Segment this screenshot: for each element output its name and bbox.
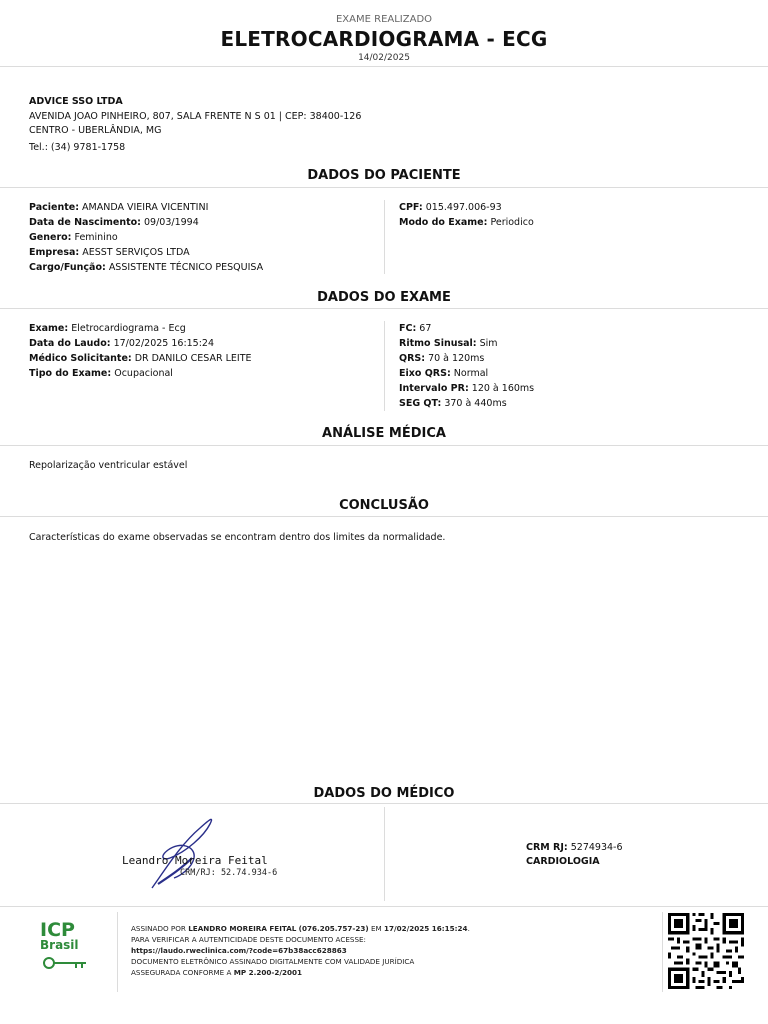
divider bbox=[0, 308, 768, 309]
signature-scribble bbox=[110, 810, 310, 894]
patient-fields-left bbox=[29, 200, 263, 275]
key-icon bbox=[42, 956, 88, 970]
company-name: ADVICE SSO LTDA bbox=[29, 96, 123, 107]
field-cpf: CPF: 015.497.006-93 bbox=[399, 202, 502, 213]
exam-fields-left bbox=[29, 321, 252, 381]
field-birthdate: Data de Nascimento: 09/03/1994 bbox=[29, 217, 199, 228]
company-address: AVENIDA JOAO PINHEIRO, 807, SALA FRENTE N S 01 | CEP: 38400-126 bbox=[29, 110, 362, 122]
divider bbox=[0, 803, 768, 804]
conclusion-section-title: CONCLUSÃO bbox=[339, 498, 429, 513]
field-gender: Genero: Feminino bbox=[29, 232, 118, 243]
analysis-section-title: ANÁLISE MÉDICA bbox=[322, 426, 446, 441]
field-role: Cargo/Função: ASSISTENTE TÉCNICO PESQUISA bbox=[29, 262, 264, 273]
legal-text-1: DOCUMENTO ELETRÔNICO ASSINADO DIGITALMENTE COM VALIDADE JURÍDICA bbox=[131, 957, 415, 966]
header-date: 14/02/2025 bbox=[358, 53, 410, 63]
divider bbox=[0, 906, 768, 907]
signed-by-line: ASSINADO POR LEANDRO MOREIRA FEITAL (076.205.757-23) EM 17/02/2025 16:15:24. bbox=[131, 924, 470, 933]
conclusion-text: Características do exame observadas se encontram dentro dos limites da normalidade. bbox=[29, 532, 446, 543]
column-divider bbox=[384, 807, 385, 901]
doctor-crm: CRM RJ: 5274934-6 bbox=[526, 842, 623, 853]
qr-code-icon[interactable] bbox=[667, 913, 745, 989]
patient-section-title: DADOS DO PACIENTE bbox=[307, 168, 461, 183]
divider bbox=[0, 187, 768, 188]
legal-text-2: ASSEGURADA CONFORME A MP 2.200-2/2001 bbox=[131, 968, 303, 977]
column-divider bbox=[384, 321, 385, 411]
page-title: ELETROCARDIOGRAMA - ECG bbox=[220, 27, 548, 51]
column-divider bbox=[117, 912, 118, 992]
header-subtitle: EXAME REALIZADO bbox=[335, 14, 433, 25]
field-pr-interval: Intervalo PR: 120 à 160ms bbox=[399, 383, 535, 394]
company-phone: Tel.: (34) 9781-1758 bbox=[29, 141, 126, 153]
company-block bbox=[29, 95, 361, 155]
field-requesting-doctor: Médico Solicitante: DR DANILO CESAR LEITE bbox=[29, 353, 252, 364]
verify-link[interactable]: https://laudo.rweclinica.com/?code=67b38acc628863 bbox=[131, 946, 347, 955]
verify-text: PARA VERIFICAR A AUTENTICIDADE DESTE DOCUMENTO ACESSE: bbox=[131, 935, 366, 944]
field-sinus-rhythm: Ritmo Sinusal: Sim bbox=[399, 338, 498, 349]
doctor-crm-block bbox=[526, 841, 623, 869]
signature-crm: CRM/RJ: 52.74.934-6 bbox=[180, 868, 278, 878]
field-qt-segment: SEG QT: 370 à 440ms bbox=[399, 398, 507, 409]
column-divider bbox=[384, 200, 385, 274]
column-divider bbox=[662, 912, 663, 992]
field-exam: Exame: Eletrocardiograma - Ecg bbox=[29, 323, 186, 334]
divider bbox=[0, 445, 768, 446]
signature-info bbox=[131, 923, 470, 978]
exam-section-title: DADOS DO EXAME bbox=[317, 290, 451, 305]
field-qrs: QRS: 70 à 120ms bbox=[399, 353, 485, 364]
icp-brasil-logo: ICP Brasil bbox=[32, 920, 94, 982]
analysis-text: Repolarização ventricular estável bbox=[29, 460, 188, 471]
field-patient: Paciente: AMANDA VIEIRA VICENTINI bbox=[29, 202, 209, 213]
exam-fields-right bbox=[399, 321, 534, 411]
signature-name: Leandro Moreira Feital bbox=[122, 854, 268, 867]
divider bbox=[0, 66, 768, 67]
field-exam-type: Tipo do Exame: Ocupacional bbox=[29, 368, 173, 379]
patient-fields-right bbox=[399, 200, 534, 230]
doctor-specialty: CARDIOLOGIA bbox=[526, 856, 600, 867]
field-exam-mode: Modo do Exame: Periodico bbox=[399, 217, 534, 228]
field-report-date: Data do Laudo: 17/02/2025 16:15:24 bbox=[29, 338, 215, 349]
doctor-signature bbox=[110, 810, 310, 894]
field-company: Empresa: AESST SERVIÇOS LTDA bbox=[29, 247, 190, 258]
field-qrs-axis: Eixo QRS: Normal bbox=[399, 368, 489, 379]
doctor-section-title: DADOS DO MÉDICO bbox=[313, 786, 455, 801]
divider bbox=[0, 516, 768, 517]
company-city: CENTRO - UBERLÂNDIA, MG bbox=[29, 125, 162, 136]
field-fc: FC: 67 bbox=[399, 323, 432, 334]
